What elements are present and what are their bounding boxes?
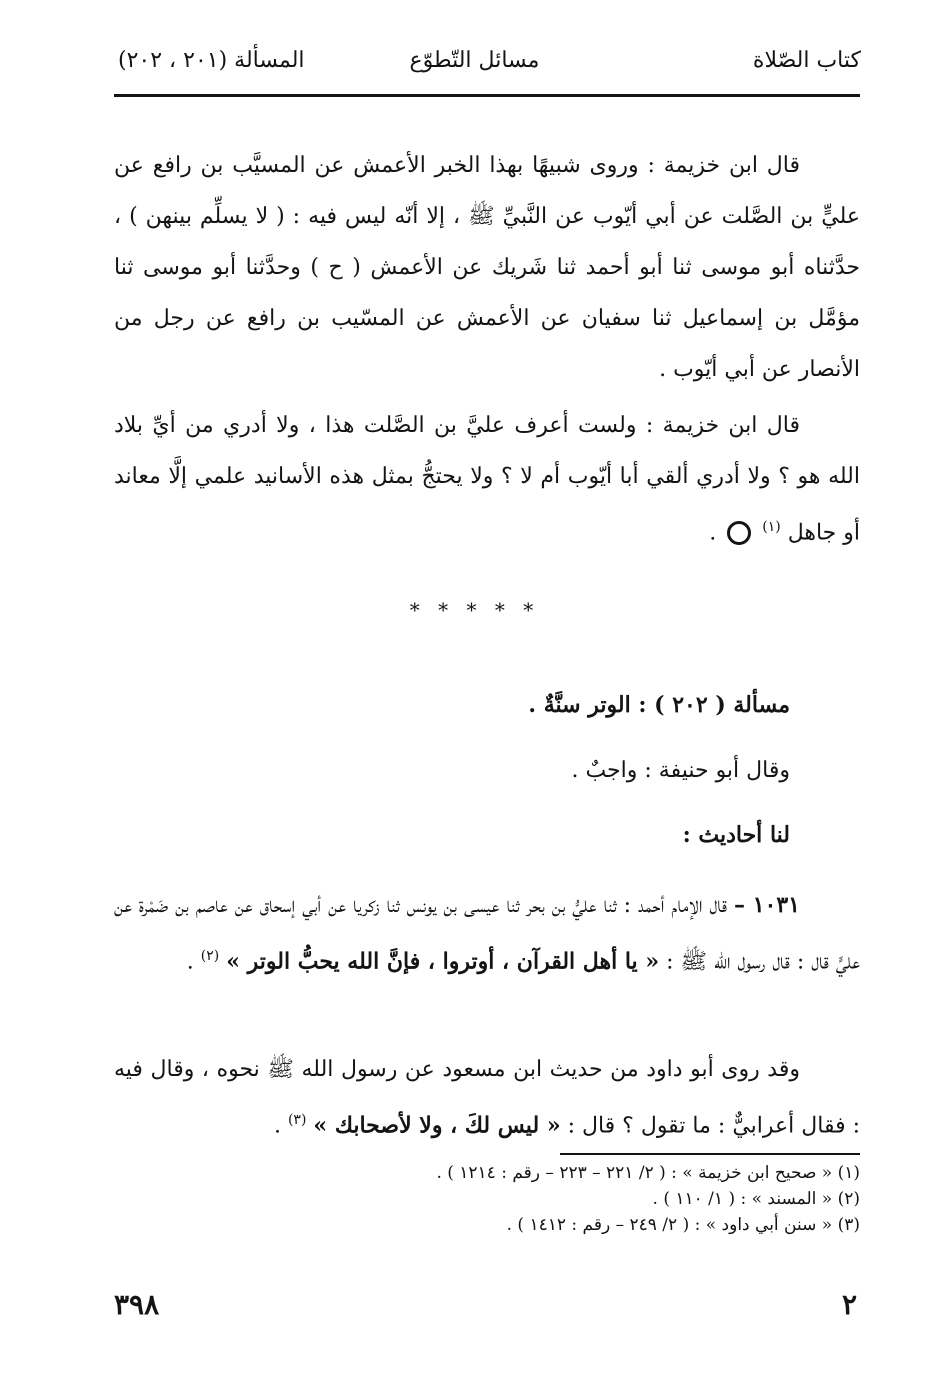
running-header-issue: المسألة (٢٠١ ، ٢٠٢) <box>118 48 305 73</box>
footnotes <box>114 1160 860 1238</box>
footnote-2: (٢) « المسند » : ( ١/ ١١٠ ) . <box>652 1189 860 1209</box>
header-rule <box>114 94 860 97</box>
quote-text: « ليس لكَ ، ولا لأصحابك » <box>313 1112 561 1139</box>
paragraph-end: . <box>709 520 717 546</box>
footnote-ref[interactable]: (٢) <box>200 948 220 964</box>
paragraph-ibn-khuzayma-1 <box>114 140 860 395</box>
lana-ahadith: لنا أحاديث : <box>682 822 790 848</box>
hadith-matn: « يا أهل القرآن ، أوتروا ، فإنَّ الله يحبُّ الوتر » <box>226 948 660 975</box>
paragraph-text: قال ابن خزيمة : وروى شبيهًا بهذا الخبر الأعمش عن المسيَّب بن رافع عن عليٍّ بن الصَّلت عن أبي أيّوب عن النَّبيِّ ﷺ ، إلا أنّه ليس فيه : ( لا يسلِّم بينهن ) ، حدَّثناه أبو موسى ثنا أبو أحمد ثنا شَريك عن الأعمش ( ح ) وحدَّثنا أبو موسى ثنا مؤمَّل بن إسماعيل ثنا سفيان عن الأعمش عن المسّيب بن رافع عن رجل من الأنصار عن أبي أيّوب . <box>114 153 860 382</box>
footnote-ref[interactable]: (٣) <box>287 1112 307 1128</box>
masala-block <box>114 680 860 861</box>
hadith-1031: ١٠٣١ – قال الإمام أحمد : ثنا عليُّ بن بحر ثنا عيسى بن يونس ثنا زكريا عن أبي إسحاق عن عاصم بن ضَمْرة عن عليٍّ قال : قال رسول الله ﷺ : « يا أهل القرآن ، أوتروا ، فإنَّ الله يحبُّ الوتر » $^{(٢)}$ . <box>114 892 860 975</box>
paragraph-ibn-khuzayma-2 <box>114 400 860 558</box>
footnote-ref[interactable]: (١) <box>762 519 781 535</box>
paragraph-text: قال ابن خزيمة : ولست أعرف عليَّ بن الصَّلت هذا ، ولا أدري من أيِّ بلاد الله هو ؟ ولا أدري ألقي أبا أيّوب أم لا ؟ ولا يحتجُّ بمثل هذه الأسانيد علمي إلَّا معاند أو جاهل <box>114 413 860 546</box>
running-header-chapter: مسائل التّطوّع <box>409 48 540 73</box>
page-number: ٣٩٨ <box>114 1288 160 1321</box>
footnote-1: (١) « صحيح ابن خزيمة » : ( ٢/ ٢٢١ – ٢٢٣ – رقم : ١٢١٤ ) . <box>436 1163 860 1183</box>
abu-dawud-paragraph: وقد روى أبو داود من حديث ابن مسعود عن رسول الله ﷺ نحوه ، وقال فيه : فقال أعرابيٌّ : ما تقول ؟ قال : « ليس لكَ ، ولا لأصحابك » $^{(٣)}$ . <box>114 1057 860 1139</box>
hadith-number: ١٠٣١ – <box>734 892 800 918</box>
paragraph-text: وقد روى أبو داود من حديث ابن مسعود عن رسول الله ﷺ نحوه ، وقال فيه : فقال أعرابيٌّ : ما تقول ؟ قال : <box>114 1057 860 1139</box>
footnote-3: (٣) « سنن أبي داود » : ( ٢/ ٢٤٩ – رقم : ١٤١٢ ) . <box>506 1215 860 1235</box>
hadith-isnad: قال الإمام أحمد : ثنا عليُّ بن بحر ثنا عيسى بن يونس ثنا زكريا عن أبي إسحاق عن عاصم بن ضَمْرة عن عليٍّ قال : قال رسول الله ﷺ : <box>114 893 860 975</box>
running-header-book: كتاب الصّلاة <box>752 48 861 73</box>
footnote-rule <box>560 1153 860 1155</box>
abu-hanifa-line: وقال أبو حنيفة : واجبٌ . <box>571 758 790 783</box>
signature-mark: ٢ <box>841 1288 857 1321</box>
section-divider: * * * * * <box>409 598 540 622</box>
end-circle-icon <box>727 521 751 545</box>
masala-heading: مسألة ( ٢٠٢ ) : الوتر سنَّةٌ . <box>528 692 790 718</box>
